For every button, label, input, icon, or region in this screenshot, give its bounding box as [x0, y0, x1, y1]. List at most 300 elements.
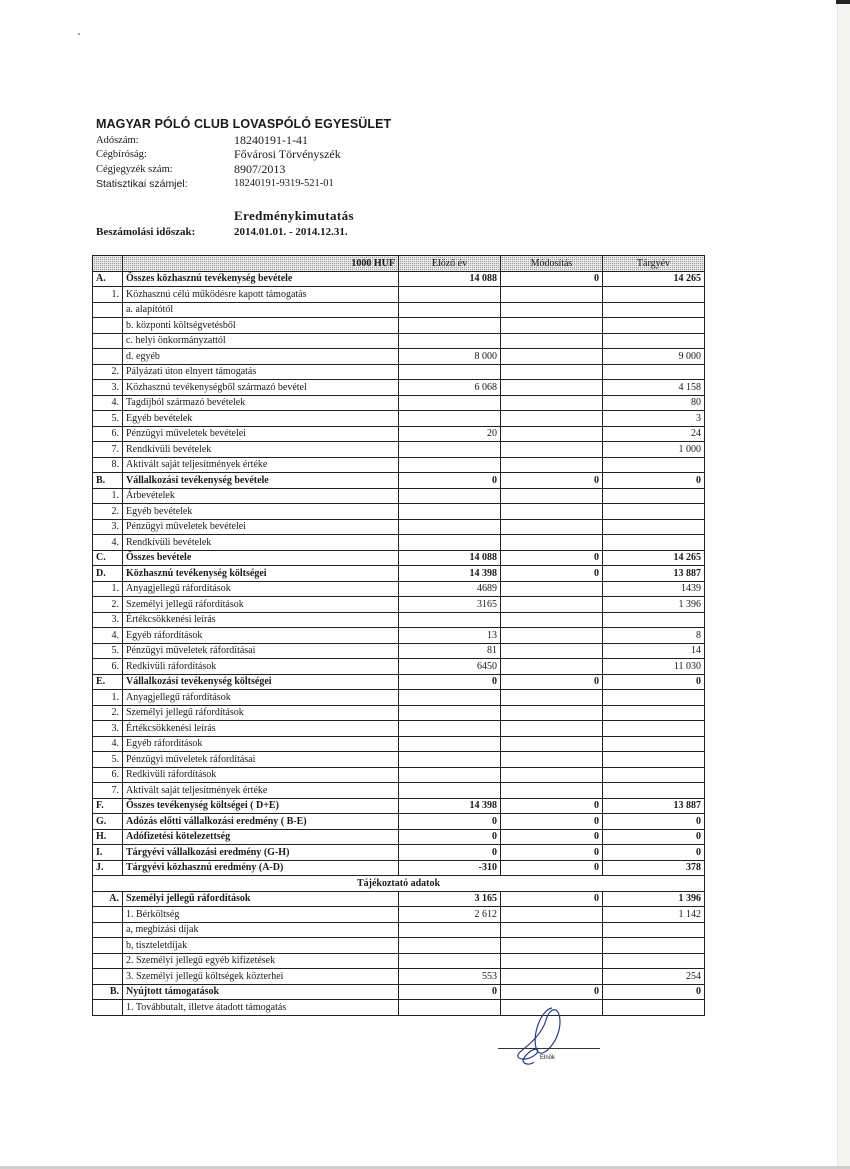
value-prev-year: 4689 [399, 581, 501, 597]
value-current-year: 14 [603, 643, 705, 659]
period-value: 2014.01.01. - 2014.12.31. [234, 226, 348, 238]
meta-row-tax-number [96, 133, 456, 148]
value-modification: 0 [501, 473, 603, 489]
row-label: Közhasznú tevékenységből származó bevétel [123, 380, 399, 396]
value-modification [501, 907, 603, 923]
row-label: d. egyéb [123, 349, 399, 365]
row-label: 3. Személyi jellegű költségek közterhei [123, 969, 399, 985]
value-modification [501, 659, 603, 675]
info-section-title-row [93, 876, 705, 892]
row-code [93, 318, 123, 334]
value-current-year [603, 690, 705, 706]
value-modification [501, 395, 603, 411]
value-current-year [603, 1000, 705, 1016]
table-row [93, 814, 705, 830]
value-modification [501, 519, 603, 535]
row-label: Közhasznú tevékenység költségei [123, 566, 399, 582]
value-current-year: 3 [603, 411, 705, 427]
row-label: Értékcsökkenési leírás [123, 721, 399, 737]
organization-name: MAGYAR PÓLÓ CLUB LOVASPÓLÓ EGYESÜLET [96, 117, 392, 131]
signature-label: Elnök [540, 1055, 556, 1061]
value-prev-year: 81 [399, 643, 501, 659]
value-prev-year [399, 783, 501, 799]
value-prev-year: 6 068 [399, 380, 501, 396]
table-row [93, 333, 705, 349]
table-row [93, 829, 705, 845]
row-code: I. [93, 845, 123, 861]
row-label: Egyéb ráfordítások [123, 628, 399, 644]
row-label: b, tiszteletdíjak [123, 938, 399, 954]
table-row [93, 380, 705, 396]
row-label: Rendkívüli bevételek [123, 442, 399, 458]
row-label: Aktivált saját teljesítmények értéke [123, 457, 399, 473]
value-modification [501, 953, 603, 969]
info-table-row [93, 891, 705, 907]
value-current-year: 0 [603, 829, 705, 845]
value-prev-year: 0 [399, 814, 501, 830]
value-current-year: 0 [603, 814, 705, 830]
row-label: Személyi jellegű ráfordítások [123, 891, 399, 907]
value-prev-year [399, 287, 501, 303]
value-modification: 0 [501, 798, 603, 814]
row-label: Anyagjellegű ráfordítások [123, 690, 399, 706]
row-label: Pénzügyi műveletek bevételei [123, 426, 399, 442]
value-prev-year [399, 767, 501, 783]
value-modification [501, 581, 603, 597]
row-label: Redkivüli ráfordítások [123, 767, 399, 783]
value-modification [501, 333, 603, 349]
row-code: 2. [93, 364, 123, 380]
value-prev-year [399, 938, 501, 954]
row-label: Egyéb bevételek [123, 411, 399, 427]
value-prev-year [399, 736, 501, 752]
scan-corner-mark [836, 0, 850, 4]
value-modification [501, 643, 603, 659]
info-table-row [93, 1000, 705, 1016]
row-label: Összes közhasznú tevékenység bevétele [123, 271, 399, 287]
row-code: 2. [93, 705, 123, 721]
value-prev-year: -310 [399, 860, 501, 876]
meta-value: Fővárosi Törvényszék [234, 147, 341, 162]
value-modification [501, 783, 603, 799]
info-table-body [93, 876, 705, 1016]
value-modification [501, 318, 603, 334]
row-code: 4. [93, 395, 123, 411]
meta-label: Statisztikai számjel: [96, 177, 188, 190]
row-label: Nyújtott támogatások [123, 984, 399, 1000]
table-row [93, 488, 705, 504]
value-current-year [603, 488, 705, 504]
row-code: 1. [93, 581, 123, 597]
table-row [93, 736, 705, 752]
row-code: E. [93, 674, 123, 690]
header-prev-year: Előző év [399, 256, 501, 272]
row-code: D. [93, 566, 123, 582]
value-prev-year [399, 411, 501, 427]
table-row [93, 395, 705, 411]
value-current-year [603, 535, 705, 551]
row-label: Pályázati úton elnyert támogatás [123, 364, 399, 380]
value-modification: 0 [501, 829, 603, 845]
table-row [93, 411, 705, 427]
header-unit: 1000 HUF [123, 256, 399, 272]
row-label: Értékcsökkenési leírás [123, 612, 399, 628]
scan-speck [78, 33, 80, 35]
value-modification [501, 457, 603, 473]
value-prev-year: 20 [399, 426, 501, 442]
table-row [93, 535, 705, 551]
value-modification [501, 380, 603, 396]
income-statement-table [92, 255, 705, 1016]
row-label: 1. Továbbutalt, illetve átadott támogatás [123, 1000, 399, 1016]
value-modification [501, 705, 603, 721]
value-prev-year: 14 088 [399, 271, 501, 287]
table-row [93, 659, 705, 675]
row-code: 7. [93, 442, 123, 458]
table-row [93, 457, 705, 473]
table-row [93, 674, 705, 690]
table-row [93, 504, 705, 520]
value-current-year [603, 783, 705, 799]
value-modification [501, 442, 603, 458]
table-row [93, 798, 705, 814]
row-label: Adófizetési kötelezettség [123, 829, 399, 845]
table-row [93, 705, 705, 721]
value-current-year [603, 736, 705, 752]
row-code: 4. [93, 535, 123, 551]
value-current-year: 1 000 [603, 442, 705, 458]
value-current-year [603, 721, 705, 737]
row-code [93, 333, 123, 349]
table-row [93, 442, 705, 458]
value-prev-year: 3165 [399, 597, 501, 613]
row-code [93, 1000, 123, 1016]
row-label: Összes bevétele [123, 550, 399, 566]
value-prev-year: 2 612 [399, 907, 501, 923]
row-label: b. központi költségvetésből [123, 318, 399, 334]
row-label: c. helyi önkormányzattól [123, 333, 399, 349]
value-modification [501, 721, 603, 737]
row-code: 2. [93, 597, 123, 613]
row-code [93, 969, 123, 985]
value-modification [501, 767, 603, 783]
period-label: Beszámolási időszak: [96, 226, 196, 238]
value-current-year: 9 000 [603, 349, 705, 365]
table-row [93, 752, 705, 768]
value-prev-year: 14 088 [399, 550, 501, 566]
info-table-row [93, 907, 705, 923]
row-code [93, 349, 123, 365]
row-code: 8. [93, 457, 123, 473]
value-modification: 0 [501, 674, 603, 690]
value-current-year: 13 887 [603, 566, 705, 582]
row-code: A. [93, 271, 123, 287]
row-code: 6. [93, 659, 123, 675]
value-current-year [603, 752, 705, 768]
value-current-year: 254 [603, 969, 705, 985]
table-row [93, 426, 705, 442]
value-current-year: 80 [603, 395, 705, 411]
value-prev-year [399, 752, 501, 768]
info-table-row [93, 984, 705, 1000]
value-modification [501, 612, 603, 628]
meta-label: Cégbíróság: [96, 149, 147, 161]
row-label: Adózás előtti vállalkozási eredmény ( B-E) [123, 814, 399, 830]
value-modification [501, 628, 603, 644]
meta-row-registry-number [96, 162, 456, 177]
table-row [93, 845, 705, 861]
row-label: Tárgyévi vállalkozási eredmény (G-H) [123, 845, 399, 861]
value-current-year: 0 [603, 674, 705, 690]
row-label: a. alapítótól [123, 302, 399, 318]
value-current-year [603, 767, 705, 783]
row-label: Pénzügyi műveletek ráfordításai [123, 643, 399, 659]
value-modification [501, 922, 603, 938]
value-modification [501, 349, 603, 365]
row-code: 4. [93, 628, 123, 644]
value-modification: 0 [501, 566, 603, 582]
value-prev-year [399, 922, 501, 938]
value-current-year [603, 504, 705, 520]
value-modification [501, 535, 603, 551]
table-row [93, 721, 705, 737]
value-current-year [603, 953, 705, 969]
report-title: Eredménykimutatás [234, 208, 354, 223]
row-code: 4. [93, 736, 123, 752]
value-modification: 0 [501, 984, 603, 1000]
table-row [93, 643, 705, 659]
value-current-year [603, 302, 705, 318]
row-label: Egyéb ráfordítások [123, 736, 399, 752]
value-modification [501, 504, 603, 520]
row-label: 1. Bérköltség [123, 907, 399, 923]
row-label: Személyi jellegű ráfordítások [123, 705, 399, 721]
row-label: 2. Személyi jellegű egyéb kifizetések [123, 953, 399, 969]
row-code: 7. [93, 783, 123, 799]
value-prev-year: 0 [399, 845, 501, 861]
row-code: 6. [93, 767, 123, 783]
table-row [93, 566, 705, 582]
row-code: 3. [93, 380, 123, 396]
meta-label: Cégjegyzék szám: [96, 163, 173, 175]
table-row [93, 860, 705, 876]
value-current-year [603, 318, 705, 334]
value-modification [501, 752, 603, 768]
value-prev-year [399, 364, 501, 380]
table-row [93, 550, 705, 566]
row-label: Tárgyévi közhasznú eredmény (A-D) [123, 860, 399, 876]
row-code: 6. [93, 426, 123, 442]
value-prev-year [399, 519, 501, 535]
table-row [93, 287, 705, 303]
value-modification: 0 [501, 271, 603, 287]
table-row [93, 349, 705, 365]
value-current-year: 14 265 [603, 271, 705, 287]
table-row [93, 612, 705, 628]
row-code: 2. [93, 504, 123, 520]
row-label: Vállalkozási tevékenység költségei [123, 674, 399, 690]
value-modification: 0 [501, 550, 603, 566]
table-row [93, 271, 705, 287]
value-current-year: 24 [603, 426, 705, 442]
value-modification [501, 969, 603, 985]
value-prev-year [399, 333, 501, 349]
header-code-cell [93, 256, 123, 272]
row-code: 5. [93, 752, 123, 768]
table-row [93, 519, 705, 535]
value-prev-year [399, 535, 501, 551]
value-current-year [603, 287, 705, 303]
row-code [93, 953, 123, 969]
row-code: 1. [93, 690, 123, 706]
row-code: 3. [93, 721, 123, 737]
row-label: Árbevételek [123, 488, 399, 504]
table-row [93, 318, 705, 334]
meta-row-statistical-code [96, 177, 456, 192]
value-prev-year: 6450 [399, 659, 501, 675]
table-row [93, 473, 705, 489]
value-modification: 0 [501, 845, 603, 861]
value-current-year [603, 705, 705, 721]
value-prev-year: 3 165 [399, 891, 501, 907]
value-current-year: 8 [603, 628, 705, 644]
row-label: Pénzügyi műveletek ráfordításai [123, 752, 399, 768]
signature-line [498, 1048, 600, 1049]
value-prev-year: 0 [399, 984, 501, 1000]
value-modification [501, 488, 603, 504]
row-label: Közhasznú célú működésre kapott támogatás [123, 287, 399, 303]
value-prev-year: 0 [399, 829, 501, 845]
row-code: A. [93, 891, 123, 907]
row-code: 5. [93, 411, 123, 427]
scan-page-edge [837, 0, 850, 1169]
row-label: Személyi jellegű ráfordítások [123, 597, 399, 613]
row-code: 1. [93, 488, 123, 504]
table-row [93, 364, 705, 380]
value-current-year: 11 030 [603, 659, 705, 675]
row-code: 1. [93, 287, 123, 303]
value-modification [501, 426, 603, 442]
value-current-year: 1439 [603, 581, 705, 597]
value-modification [501, 690, 603, 706]
row-code: B. [93, 473, 123, 489]
row-code: H. [93, 829, 123, 845]
value-current-year: 1 396 [603, 597, 705, 613]
value-prev-year [399, 721, 501, 737]
table-body [93, 271, 705, 876]
value-modification [501, 364, 603, 380]
value-prev-year [399, 1000, 501, 1016]
value-prev-year: 14 398 [399, 566, 501, 582]
value-current-year: 378 [603, 860, 705, 876]
value-prev-year [399, 488, 501, 504]
value-current-year: 1 142 [603, 907, 705, 923]
value-modification [501, 938, 603, 954]
row-code [93, 302, 123, 318]
value-prev-year [399, 690, 501, 706]
value-prev-year: 13 [399, 628, 501, 644]
value-prev-year [399, 457, 501, 473]
value-current-year: 13 887 [603, 798, 705, 814]
value-modification [501, 736, 603, 752]
info-table-row [93, 953, 705, 969]
meta-label: Adószám: [96, 134, 139, 146]
value-prev-year: 553 [399, 969, 501, 985]
value-current-year [603, 938, 705, 954]
value-current-year: 1 396 [603, 891, 705, 907]
info-table-row [93, 938, 705, 954]
row-code [93, 907, 123, 923]
value-prev-year [399, 612, 501, 628]
row-code: 3. [93, 612, 123, 628]
value-prev-year: 8 000 [399, 349, 501, 365]
value-current-year: 0 [603, 473, 705, 489]
row-code [93, 938, 123, 954]
value-prev-year [399, 705, 501, 721]
row-code: G. [93, 814, 123, 830]
info-table-row [93, 922, 705, 938]
value-prev-year: 0 [399, 473, 501, 489]
meta-value: 18240191-1-41 [234, 132, 308, 147]
table-row [93, 302, 705, 318]
row-code: F. [93, 798, 123, 814]
value-current-year: 4 158 [603, 380, 705, 396]
value-prev-year [399, 504, 501, 520]
table-row [93, 597, 705, 613]
value-current-year [603, 612, 705, 628]
value-modification [501, 302, 603, 318]
value-current-year [603, 364, 705, 380]
table-row [93, 690, 705, 706]
value-prev-year: 0 [399, 674, 501, 690]
value-current-year [603, 922, 705, 938]
value-prev-year: 14 398 [399, 798, 501, 814]
row-label: Összes tevékenység költségei ( D+E) [123, 798, 399, 814]
value-prev-year [399, 442, 501, 458]
row-label: Pénzügyi műveletek bevételei [123, 519, 399, 535]
row-code [93, 922, 123, 938]
organization-meta [96, 133, 456, 191]
info-table-row [93, 969, 705, 985]
row-label: Egyéb bevételek [123, 504, 399, 520]
row-label: Rendkívüli bevételek [123, 535, 399, 551]
value-modification: 0 [501, 860, 603, 876]
value-prev-year [399, 953, 501, 969]
header-modification: Módosítás [501, 256, 603, 272]
value-modification: 0 [501, 891, 603, 907]
row-code: B. [93, 984, 123, 1000]
row-code: 5. [93, 643, 123, 659]
value-modification [501, 411, 603, 427]
row-code: 3. [93, 519, 123, 535]
row-code: J. [93, 860, 123, 876]
value-modification [501, 287, 603, 303]
table-row [93, 628, 705, 644]
value-current-year: 14 265 [603, 550, 705, 566]
row-label: Tagdíjból származó bevételek [123, 395, 399, 411]
table-row [93, 783, 705, 799]
row-label: Aktivált saját teljesítmények értéke [123, 783, 399, 799]
table-header-row [93, 256, 705, 272]
value-prev-year [399, 395, 501, 411]
info-section-title: Tájékoztató adatok [93, 876, 705, 892]
meta-value: 8907/2013 [234, 161, 286, 176]
row-label: Anyagjellegű ráfordítások [123, 581, 399, 597]
table-row [93, 767, 705, 783]
value-current-year [603, 519, 705, 535]
row-code: C. [93, 550, 123, 566]
value-prev-year [399, 302, 501, 318]
